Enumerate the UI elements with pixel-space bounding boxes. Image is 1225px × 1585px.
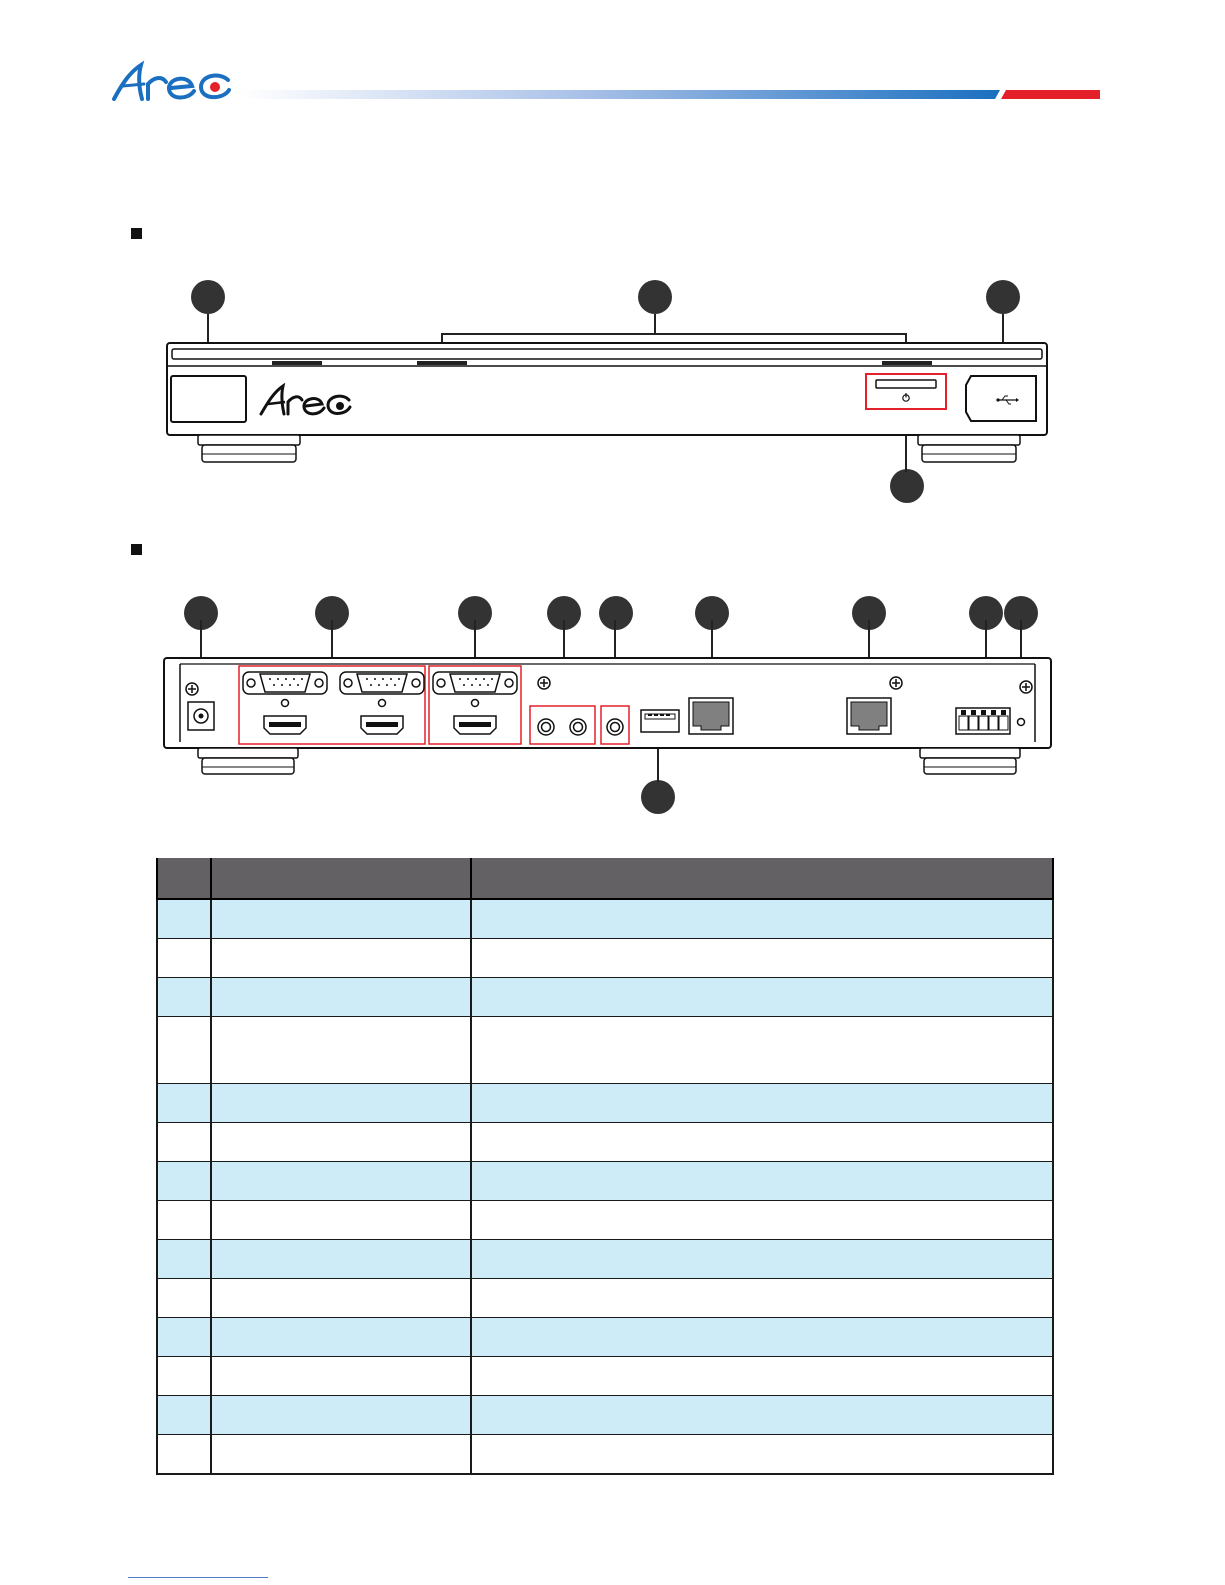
- table-cell-item: [211, 1396, 471, 1435]
- table-row: [157, 1318, 1053, 1357]
- table-cell-description: [471, 978, 1053, 1017]
- table-cell-item: [211, 1435, 471, 1475]
- table-cell-description: [471, 1162, 1053, 1201]
- table-cell-no: [157, 1084, 211, 1123]
- table-row: [157, 978, 1053, 1017]
- table-cell-no: [157, 1201, 211, 1240]
- table-cell-item: [211, 1162, 471, 1201]
- column-header-no: [157, 858, 211, 899]
- section-bullet: [131, 544, 142, 555]
- table-cell-no: [157, 939, 211, 978]
- table-row: [157, 1396, 1053, 1435]
- table-row: [157, 1162, 1053, 1201]
- table-cell-description: [471, 899, 1053, 939]
- table-cell-item: [211, 1084, 471, 1123]
- table-cell-item: [211, 939, 471, 978]
- table-cell-no: [157, 1123, 211, 1162]
- table-row: [157, 1084, 1053, 1123]
- table-cell-item: [211, 1357, 471, 1396]
- table-cell-description: [471, 1123, 1053, 1162]
- table-cell-no: [157, 1279, 211, 1318]
- table-cell-description: [471, 1318, 1053, 1357]
- table-cell-description: [471, 1017, 1053, 1084]
- table-cell-no: [157, 1162, 211, 1201]
- table-cell-item: [211, 1318, 471, 1357]
- table-cell-description: [471, 1435, 1053, 1475]
- table-cell-item: [211, 1017, 471, 1084]
- column-header-item: [211, 858, 471, 899]
- table-cell-no: [157, 1318, 211, 1357]
- table-cell-item: [211, 1279, 471, 1318]
- table-cell-item: [211, 1201, 471, 1240]
- column-header-description: [471, 858, 1053, 899]
- table-row: [157, 1017, 1053, 1084]
- table-row: [157, 899, 1053, 939]
- table-cell-no: [157, 1017, 211, 1084]
- table-cell-item: [211, 899, 471, 939]
- table-row: [157, 1123, 1053, 1162]
- table-header-row: [157, 858, 1053, 899]
- table-cell-description: [471, 1240, 1053, 1279]
- port-description-table: [156, 858, 1054, 1475]
- rear-panel-illustration: [150, 610, 1070, 790]
- table-row: [157, 939, 1053, 978]
- table-cell-description: [471, 939, 1053, 978]
- table-cell-no: [157, 1357, 211, 1396]
- table-row: [157, 1279, 1053, 1318]
- table-cell-description: [471, 1357, 1053, 1396]
- table-cell-item: [211, 1240, 471, 1279]
- table-row: [157, 1357, 1053, 1396]
- front-panel-illustration: [160, 300, 1060, 480]
- table-cell-no: [157, 899, 211, 939]
- table-cell-no: [157, 1240, 211, 1279]
- table-row: [157, 1435, 1053, 1475]
- table-cell-description: [471, 1279, 1053, 1318]
- table-cell-no: [157, 978, 211, 1017]
- brand-logo: [108, 60, 238, 105]
- table-cell-item: [211, 978, 471, 1017]
- table-cell-description: [471, 1396, 1053, 1435]
- table-row: [157, 1240, 1053, 1279]
- table-row: [157, 1201, 1053, 1240]
- section-bullet: [131, 228, 142, 239]
- table-cell-no: [157, 1435, 211, 1475]
- table-cell-item: [211, 1123, 471, 1162]
- table-cell-description: [471, 1084, 1053, 1123]
- footer-rule: [128, 1577, 268, 1578]
- table-cell-description: [471, 1201, 1053, 1240]
- table-cell-no: [157, 1396, 211, 1435]
- header-gradient-rule: [240, 90, 1100, 99]
